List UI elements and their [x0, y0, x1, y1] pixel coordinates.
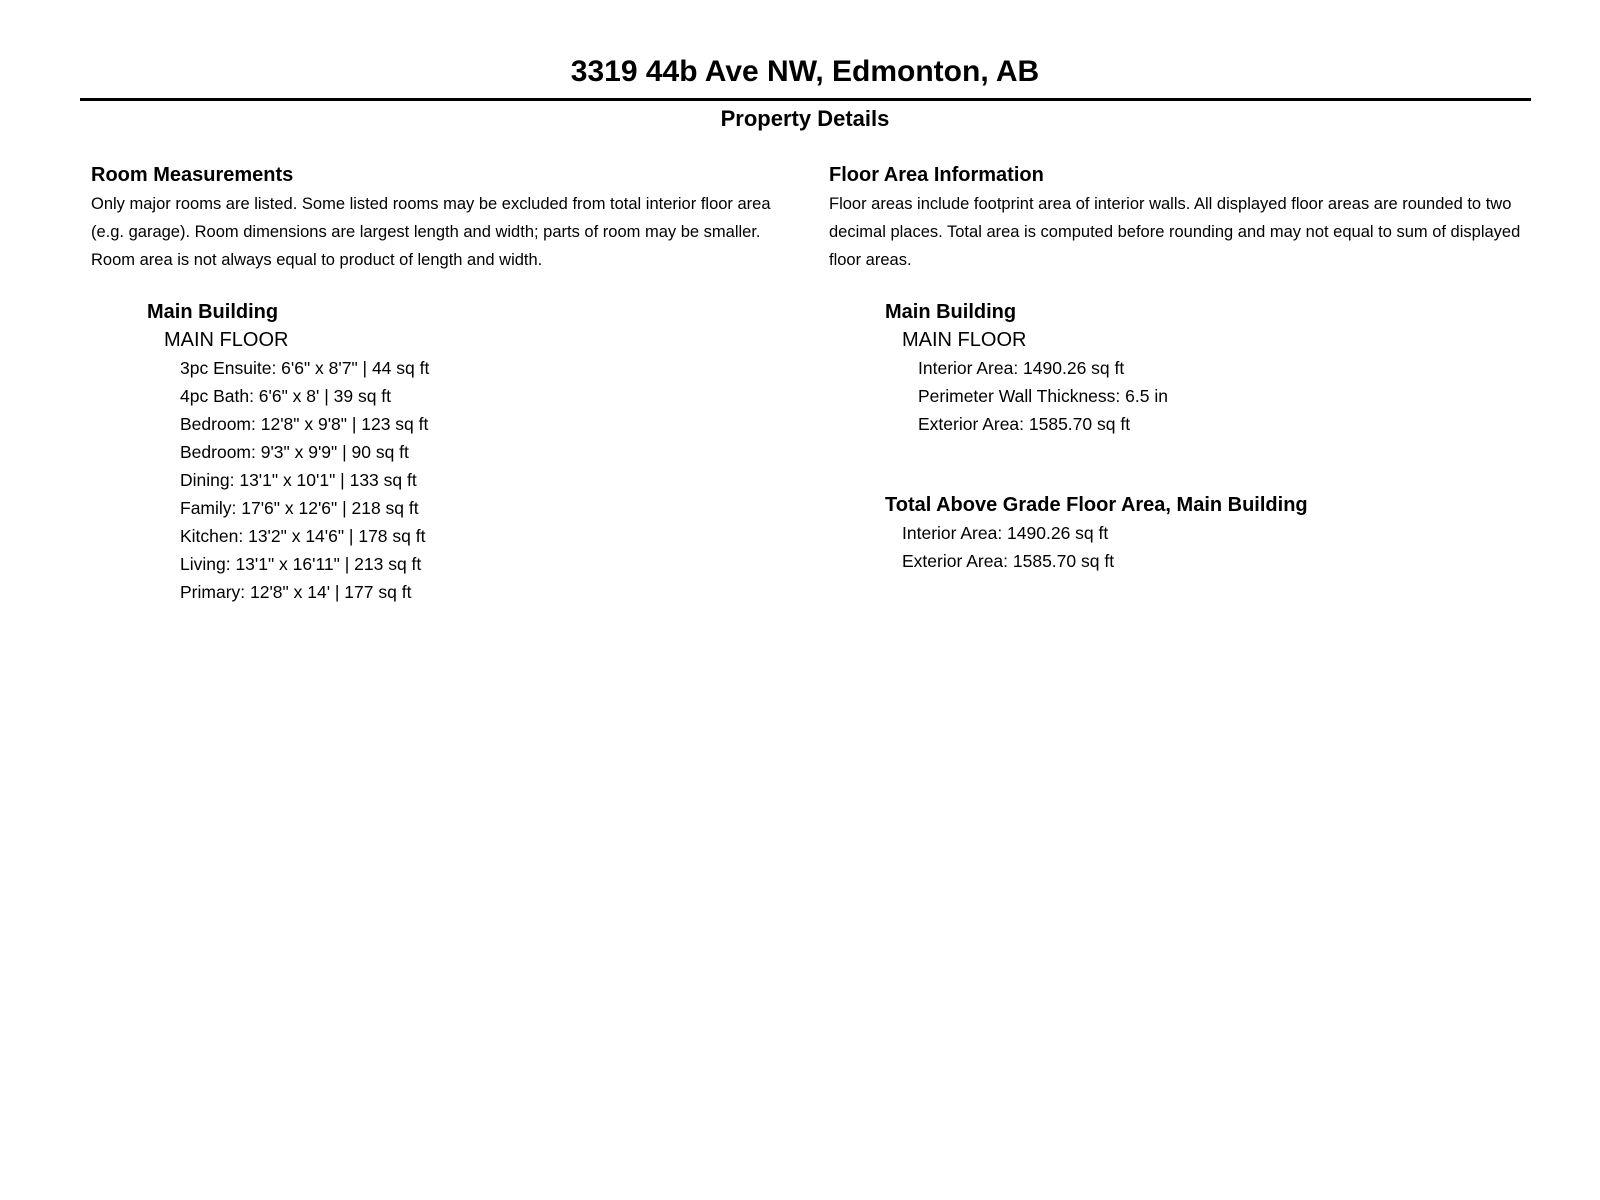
room-item: Bedroom: 12'8" x 9'8" | 123 sq ft: [180, 414, 429, 434]
room-item: 3pc Ensuite: 6'6" x 8'7" | 44 sq ft: [180, 358, 430, 378]
total-area-heading: Total Above Grade Floor Area, Main Building: [885, 494, 1308, 516]
total-area-item: Exterior Area: 1585.70 sq ft: [902, 551, 1115, 571]
floor-area-description: Floor areas include footprint area of interior walls. All displayed floor areas are rounded to two decimal places. Total area is computed before rounding and may not equal to sum of displayed floor areas.: [829, 195, 1521, 269]
room-item: 4pc Bath: 6'6" x 8' | 39 sq ft: [180, 386, 392, 406]
total-area-item: Interior Area: 1490.26 sq ft: [902, 523, 1109, 543]
page-subtitle: Property Details: [720, 106, 890, 131]
page-title: 3319 44b Ave NW, Edmonton, AB: [570, 55, 1040, 88]
room-item: Family: 17'6" x 12'6" | 218 sq ft: [180, 498, 419, 518]
title-divider: [80, 98, 1531, 101]
room-measurements-heading: Room Measurements: [91, 164, 294, 186]
floor-area-section: [829, 160, 1549, 571]
area-detail-list: [885, 354, 1168, 438]
room-floor-label: MAIN FLOOR: [164, 329, 289, 351]
room-item: Bedroom: 9'3" x 9'9" | 90 sq ft: [180, 442, 409, 462]
room-item: Kitchen: 13'2" x 14'6" | 178 sq ft: [180, 526, 426, 546]
total-area-group: [885, 491, 1308, 575]
area-detail-item: Exterior Area: 1585.70 sq ft: [918, 414, 1131, 434]
area-floor-label: MAIN FLOOR: [902, 329, 1027, 351]
room-list: [147, 354, 429, 606]
area-building-group: [885, 298, 1168, 438]
room-measurements-section: [91, 160, 791, 602]
room-measurements-description: Only major rooms are listed. Some listed rooms may be excluded from total interior floor area (e.g. garage). Room dimensions are largest length and width; parts of room may be smaller. Room area is not always equal to product of length and width.: [91, 195, 771, 269]
room-building-group: [147, 298, 429, 606]
room-item: Living: 13'1" x 16'11" | 213 sq ft: [180, 554, 422, 574]
room-item: Dining: 13'1" x 10'1" | 133 sq ft: [180, 470, 417, 490]
total-area-list: [885, 519, 1308, 575]
room-building-label: Main Building: [147, 301, 279, 323]
area-detail-item: Interior Area: 1490.26 sq ft: [918, 358, 1125, 378]
area-building-label: Main Building: [885, 301, 1017, 323]
area-detail-item: Perimeter Wall Thickness: 6.5 in: [918, 386, 1168, 406]
floor-area-heading: Floor Area Information: [829, 164, 1044, 186]
room-item: Primary: 12'8" x 14' | 177 sq ft: [180, 582, 412, 602]
